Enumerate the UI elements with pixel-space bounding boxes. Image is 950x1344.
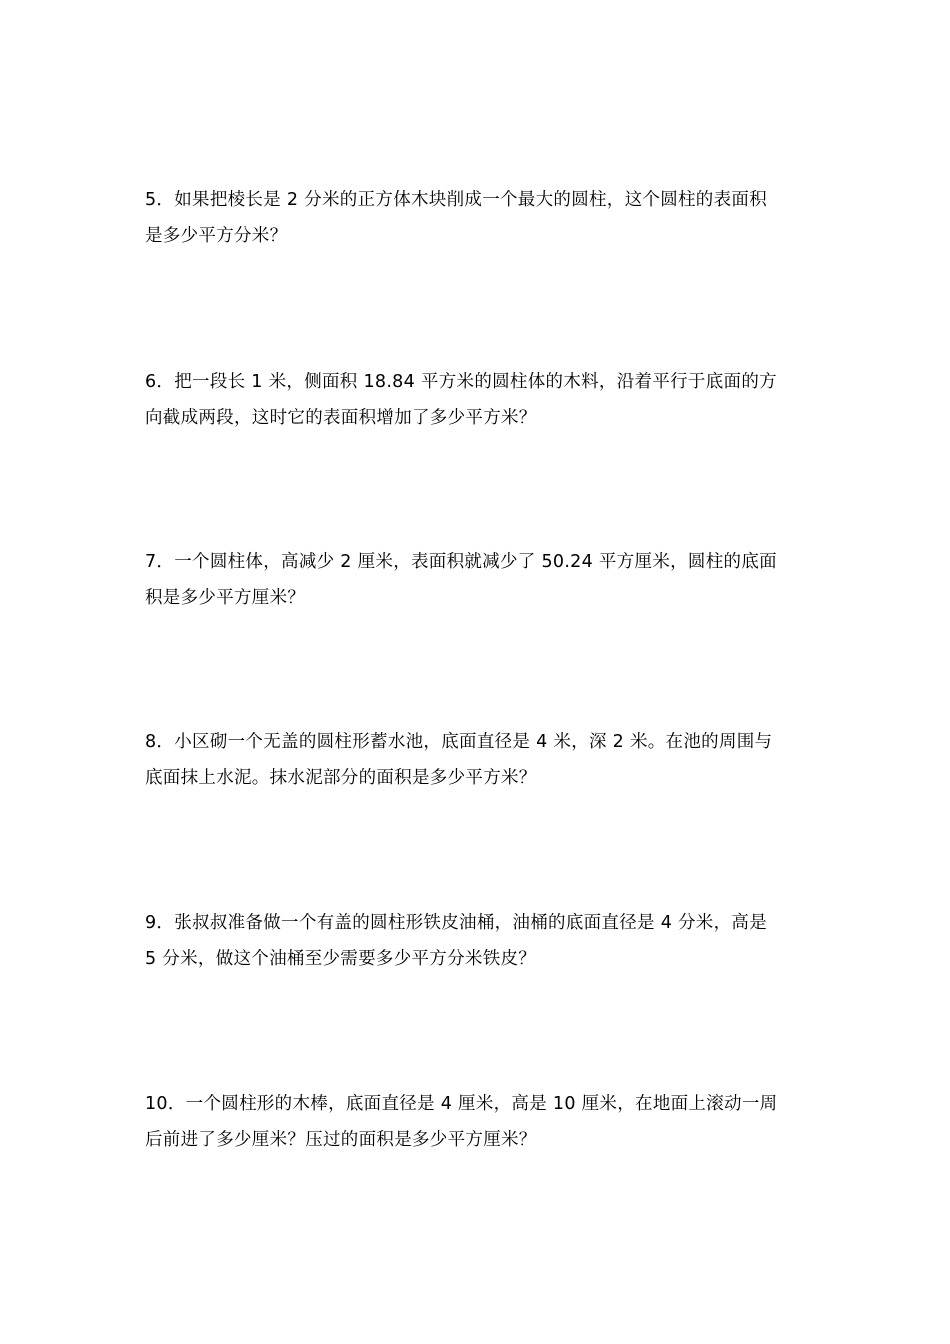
question-5 [145, 182, 810, 254]
question-line: 8．小区砌一个无盖的圆柱形蓄水池，底面直径是 4 米，深 2 米。在池的周围与 [145, 732, 773, 752]
question-line: 后前进了多少厘米？压过的面积是多少平方厘米？ [145, 1130, 537, 1150]
question-7 [145, 544, 810, 616]
question-line: 5 分米，做这个油桶至少需要多少平方分米铁皮？ [145, 949, 537, 969]
question-9 [145, 905, 810, 977]
question-6 [145, 364, 810, 436]
question-line: 10．一个圆柱形的木棒，底面直径是 4 厘米，高是 10 厘米，在地面上滚动一周 [145, 1094, 778, 1114]
question-line: 向截成两段，这时它的表面积增加了多少平方米？ [145, 408, 537, 428]
question-line: 积是多少平方厘米？ [145, 588, 306, 608]
question-line: 9．张叔叔准备做一个有盖的圆柱形铁皮油桶，油桶的底面直径是 4 分米，高是 [145, 913, 767, 933]
question-line: 5．如果把棱长是 2 分米的正方体木块削成一个最大的圆柱，这个圆柱的表面积 [145, 190, 767, 210]
question-line: 6．把一段长 1 米，侧面积 18.84 平方米的圆柱体的木料，沿着平行于底面的方 [145, 372, 777, 392]
question-line: 是多少平方分米？ [145, 226, 288, 246]
question-line: 7．一个圆柱体，高减少 2 厘米，表面积就减少了 50.24 平方厘米，圆柱的底面 [145, 552, 777, 572]
question-10 [145, 1086, 810, 1158]
question-line: 底面抹上水泥。抹水泥部分的面积是多少平方米？ [145, 768, 537, 788]
question-8 [145, 724, 810, 796]
